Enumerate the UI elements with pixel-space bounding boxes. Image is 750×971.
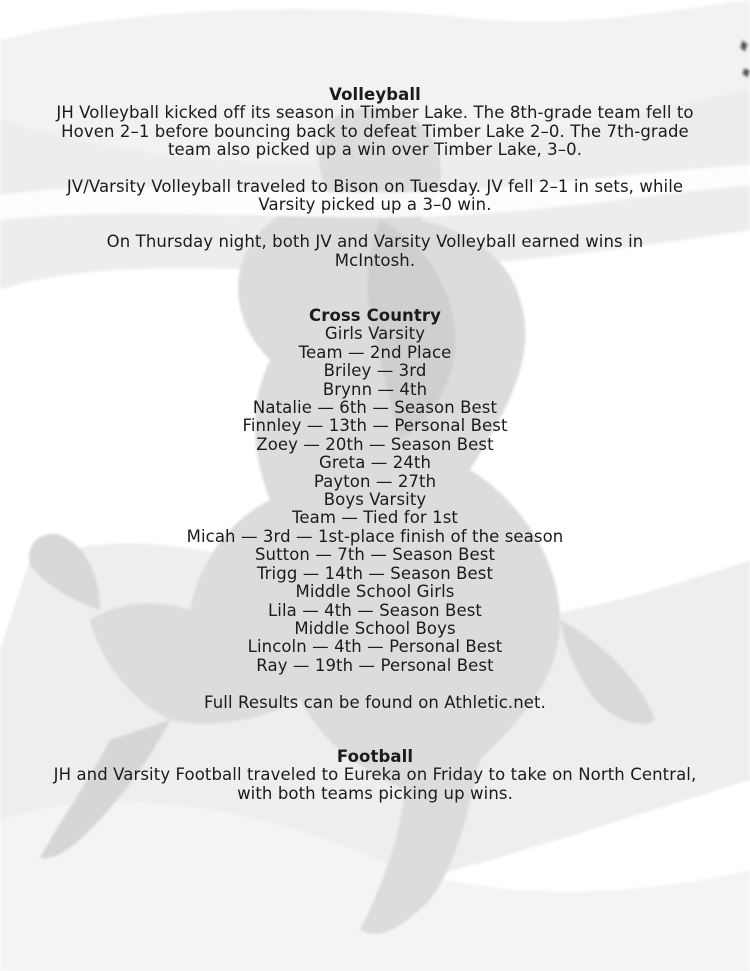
result-line: Brynn — 4th — [322, 379, 428, 399]
result-line: Team — 2nd Place — [298, 342, 452, 362]
volleyball-paragraph-3: On Thursday night, both JV and Varsity Volleyball earned wins in McIntosh. — [106, 232, 644, 270]
volleyball-paragraph-2: JV/Varsity Volleyball traveled to Bison on Tuesday. JV fell 2–1 in sets, while Varsity picked up a 3–0 win. — [66, 177, 684, 215]
result-line: Payton — 27th — [313, 471, 437, 491]
result-line: Lila — 4th — Season Best — [268, 600, 482, 620]
volleyball-paragraph-1: JH Volleyball kicked off its season in Timber Lake. The 8th-grade team fell to Hoven 2–1 before bouncing back to defeat Timber Lake 2–0. The 7th-grade team also picked up a win over Timber Lake, 3–0. — [56, 103, 694, 160]
result-line: Team — Tied for 1st — [291, 508, 459, 528]
football-section — [30, 748, 720, 803]
result-line: Briley — 3rd — [323, 361, 427, 381]
result-line: Lincoln — 4th — Personal Best — [247, 637, 503, 657]
cross-country-section — [30, 307, 720, 712]
football-paragraph: JH and Varsity Football traveled to Eureka on Friday to take on North Central, with both teams picking up wins. — [53, 765, 697, 803]
result-line: Zoey — 20th — Season Best — [256, 434, 494, 454]
result-line: Natalie — 6th — Season Best — [252, 398, 498, 418]
volleyball-title: Volleyball — [329, 85, 421, 104]
cross-country-title: Cross Country — [309, 306, 441, 325]
volleyball-section — [30, 86, 720, 270]
cross-country-footer: Full Results can be found on Athletic.net. — [204, 692, 546, 712]
result-line: Middle School Girls — [295, 582, 455, 602]
result-line: Ray — 19th — Personal Best — [256, 655, 494, 675]
result-line: Trigg — 14th — Season Best — [256, 563, 494, 583]
result-line: Middle School Boys — [294, 618, 456, 638]
result-line: Girls Varsity — [324, 324, 426, 344]
result-line: Boys Varsity — [323, 490, 427, 510]
cross-country-results — [30, 325, 720, 675]
result-line: Finnley — 13th — Personal Best — [242, 416, 508, 436]
result-line: Sutton — 7th — Season Best — [254, 545, 496, 565]
result-line: Micah — 3rd — 1st-place finish of the season — [186, 526, 564, 546]
result-line: Greta — 24th — [318, 453, 432, 473]
football-title: Football — [336, 747, 414, 766]
